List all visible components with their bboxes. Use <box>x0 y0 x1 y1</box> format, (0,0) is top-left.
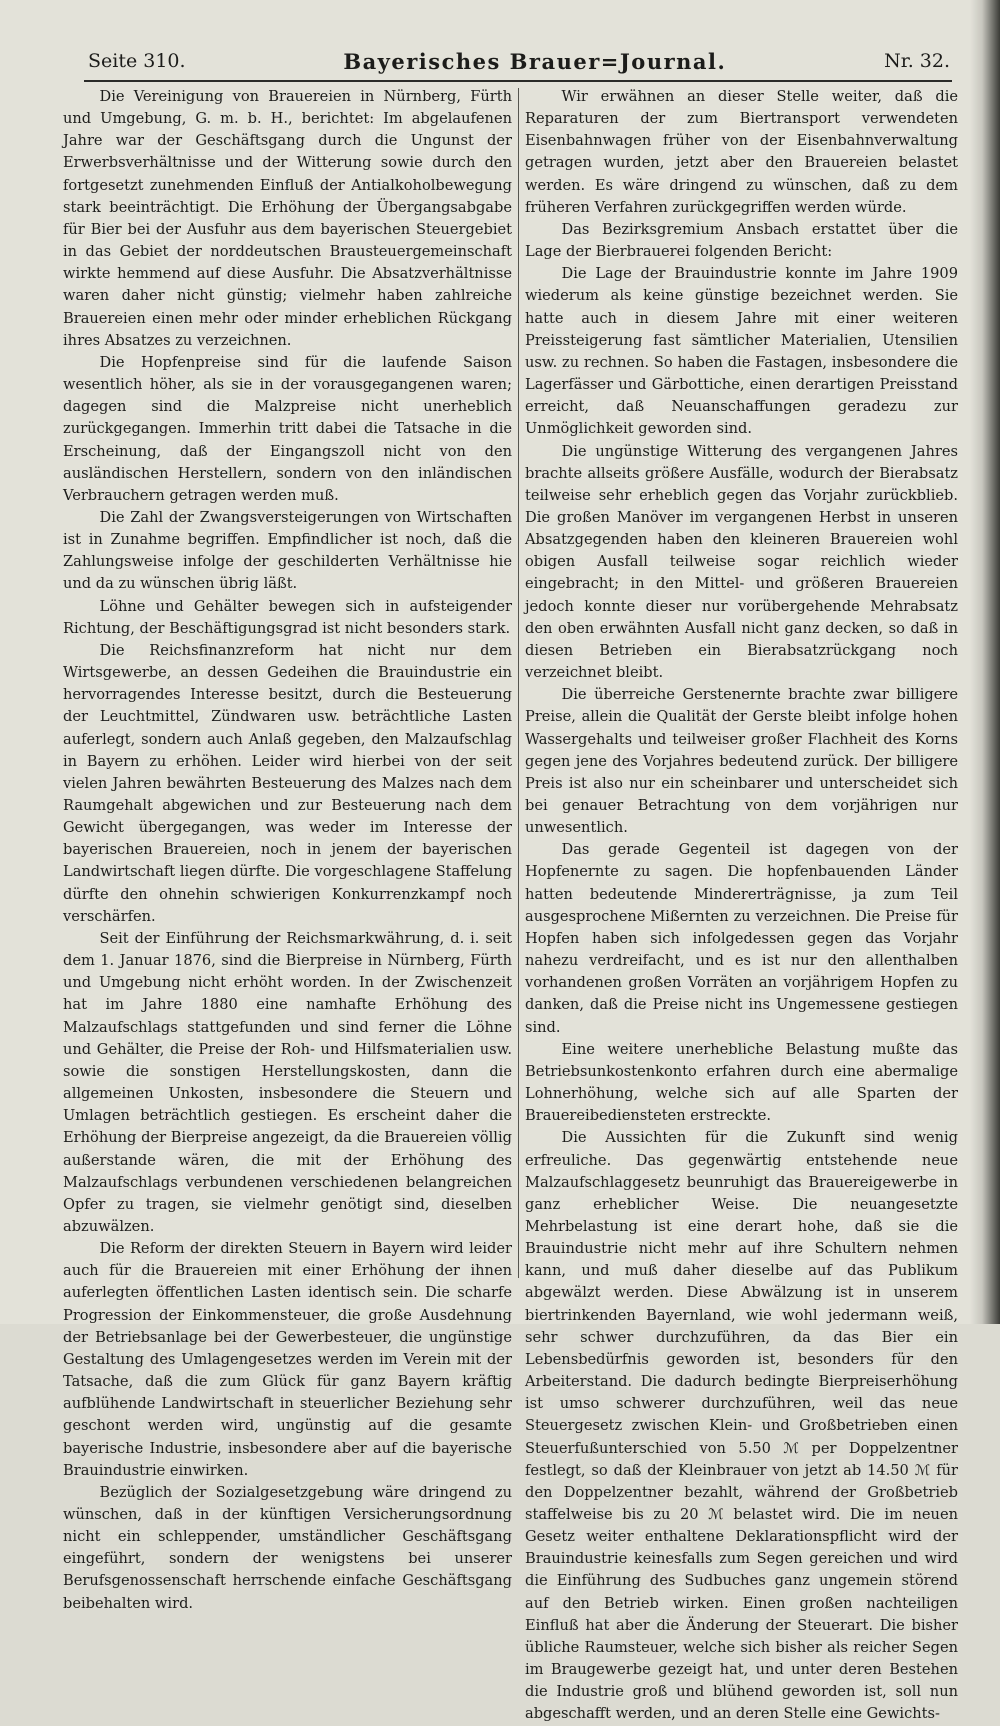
paragraph: Seit der Einführung der Reichsmarkwährung, d. i. seit dem 1. Januar 1876, sind die Bierpreise in Nürnberg, Fürth und Umgebung nicht erhöht worden. In der Zwischenzeit hat im Jahre 1880 eine namhafte Erhöhung des Malzaufschlags stattgefunden und sind ferner die Löhne und Gehälter, die Preise der Roh- und Hilfsmaterialien usw. sowie die sonstigen Herstellungskosten, dann die allgemeinen Unkosten, insbesondere die Steuern und Umlagen beträchtlich gestiegen. Es erscheint daher die Erhöhung der Bierpreise angezeigt, da die Brauereien völlig außerstande wären, die mit der Erhöhung des Malzaufschlags verbundenen verschiedenen belangreichen Opfer zu tragen, sie vielmehr genötigt sind, dieselben abzuwälzen. <box>63 929 512 1235</box>
page-number: Seite 310. <box>88 50 186 72</box>
paragraph: Die Aussichten für die Zukunft sind wenig erfreuliche. Das gegenwärtig entstehende neue Malzaufschlaggesetz beunruhigt das Brauereigewerbe in ganz erheblicher Weise. Die neuangesetzte Mehrbelastung ist eine derart hohe, daß sie die Brauindustrie nicht mehr auf ihre Schultern nehmen kann, und muß daher dieselbe auf das Publikum abgewälzt werden. Diese Abwälzung ist in unserem biertrinkenden Bayernland, wie wohl jedermann weiß, sehr schwer durchzuführen, da das Bier ein Lebensbedürfnis geworden ist, besonders für den Arbeiterstand. Die dadurch bedingte Bierpreiserhöhung ist umso schwerer durchzuführen, weil das neue Steuergesetz zwischen Klein- und Großbetrieben einen Steuerfußunterschied von 5.50 ℳ per Doppelzentner festlegt, so daß der Kleinbrauer von jetzt ab 14.50 ℳ für den Doppelzentner bezahlt, während der Großbetrieb staffelweise bis zu 20 ℳ belastet wird. Die im neuen Gesetz weiter enthaltene Deklarationspflicht wird der Brauindustrie keinesfalls zum Segen gereichen und wird die Einführung des Sudbuches ganz ungemein störend auf den Betrieb wirken. Einen großen nachteiligen Einfluß hat aber die Änderung der Steuerart. Die bisher übliche Raumsteuer, welche sich bisher als reicher Segen im Braugewerbe gezeigt hat, und unter deren Bestehen die Industrie groß und blühend geworden ist, soll nun abgeschafft werden, und an deren Stelle eine Gewichts- <box>525 1129 958 1723</box>
paragraph: Löhne und Gehälter bewegen sich in aufsteigender Richtung, der Beschäftigungsgrad ist nicht besonders stark. <box>63 597 512 637</box>
page-edge-shadow <box>970 0 1000 1324</box>
header-rule <box>84 80 952 82</box>
paragraph: Die Reichsfinanzreform hat nicht nur dem Wirtsgewerbe, an dessen Gedeihen die Brauindustrie ein hervorragendes Interesse besitzt, durch die Besteuerung der Leuchtmittel, Zündwaren usw. beträchtliche Lasten auferlegt, sondern auch Anlaß gegeben, den Malzaufschlag in Bayern zu erhöhen. Leider wird hierbei von der seit vielen Jahren bewährten Besteuerung des Malzes nach dem Raumgehalt abgewichen und zur Besteuerung nach dem Gewicht übergegangen, was weder im Interesse der bayerischen Brauereien, noch in jenem der bayerischen Landwirtschaft liegen dürfte. Die vorgeschlagene Staffelung dürfte den ohnehin schwierigen Konkurrenzkampf noch verschärfen. <box>63 641 512 925</box>
paragraph: Die Reform der direkten Steuern in Bayern wird leider auch für die Brauereien mit einer Erhöhung der ihnen auferlegten öffentlichen Lasten identisch sein. Die scharfe Progression der Einkommensteuer, die große Ausdehnung der Betriebsanlage bei der Gewerbesteuer, die ungünstige Gestaltung des Umlagengesetzes werden im Verein mit der Tatsache, daß die zum Glück für ganz Bayern kräftig aufblühende Landwirtschaft in steuerlicher Beziehung sehr geschont werden wird, ungünstig auf die gesamte bayerische Industrie, insbesondere aber auf die bayerische Brauindustrie einwirken. <box>63 1240 512 1479</box>
journal-title: Bayerisches Brauer=Journal. <box>343 48 727 74</box>
paragraph: Eine weitere unerhebliche Belastung mußte das Betriebsunkostenkonto erfahren durch eine abermalige Lohnerhöhung, welche sich auf alle Sparten der Brauereibediensteten erstreckte. <box>525 1040 958 1125</box>
paragraph: Die Lage der Brauindustrie konnte im Jahre 1909 wiederum als keine günstige bezeichnet werden. Sie hatte auch in diesem Jahre mit einer weiteren Preissteigerung fast sämtlicher Materialien, Utensilien usw. zu rechnen. So haben die Fastagen, insbesondere die Lagerfässer und Gärbottiche, einen derartigen Preisstand erreicht, daß Neuanschaffungen geradezu zur Unmöglichkeit geworden sind. <box>525 265 958 438</box>
right-column <box>525 86 958 1726</box>
paragraph: Bezüglich der Sozialgesetzgebung wäre dringend zu wünschen, daß in der künftigen Versicherungsordnung nicht ein schleppender, umständlicher Geschäftsgang eingeführt, sondern der wenigstens bei unserer Berufsgenossenschaft herrschende einfache Geschäftsgang beibehalten wird. <box>63 1483 512 1612</box>
paragraph: Die Hopfenpreise sind für die laufende Saison wesentlich höher, als sie in der vorausgegangenen waren; dagegen sind die Malzpreise nicht unerheblich zurückgegangen. Immerhin tritt dabei die Tatsache in die Erscheinung, daß der Eingangszoll nicht von den ausländischen Herstellern, sondern von den inländischen Verbrauchern getragen werden muß. <box>63 353 512 504</box>
issue-number: Nr. 32. <box>884 50 950 72</box>
column-divider <box>518 88 519 1278</box>
left-column <box>63 86 512 1615</box>
paragraph: Die ungünstige Witterung des vergangenen Jahres brachte allseits größere Ausfälle, wodurch der Bierabsatz teilweise sehr erheblich gegen das Vorjahr zurückblieb. Die großen Manöver im vergangenen Herbst in unseren Absatzgegenden haben den kleineren Brauereien wohl obigen Ausfall teilweise sogar reichlich wieder eingebracht; in den Mittel- und größeren Brauereien jedoch konnte dieser nur vorübergehende Mehrabsatz den oben erwähnten Ausfall nicht ganz decken, so daß in diesen Betrieben ein Bierabsatzrückgang noch verzeichnet bleibt. <box>525 442 958 682</box>
paragraph: Das gerade Gegenteil ist dagegen von der Hopfenernte zu sagen. Die hopfenbauenden Länder hatten bedeutende Mindererträgnisse, ja zum Teil ausgesprochene Mißernten zu verzeichnen. Die Preise für Hopfen haben sich infolgedessen gegen das Vorjahr nahezu verdreifacht, und es ist nur den allenthalben vorhandenen großen Vorräten an vorjährigem Hopfen zu danken, daß die Preise nicht ins Ungemessene gestiegen sind. <box>525 841 958 1036</box>
paragraph: Wir erwähnen an dieser Stelle weiter, daß die Reparaturen der zum Biertransport verwendeten Eisenbahnwagen früher von der Eisenbahnverwaltung getragen wurden, jetzt aber den Brauereien belastet werden. Es wäre dringend zu wünschen, daß zu dem früheren Verfahren zurückgegriffen werden würde. <box>525 88 958 216</box>
paragraph: Die Vereinigung von Brauereien in Nürnberg, Fürth und Umgebung, G. m. b. H., berichtet: Im abgelaufenen Jahre war der Geschäftsgang durch die Ungunst der Erwerbsverhältnisse und der Witterung sowie durch den fortgesetzt zunehmenden Einfluß der Antialkoholbewegung stark beeinträchtigt. Die Erhöhung der Übergangsabgabe für Bier bei der Ausfuhr aus dem bayerischen Steuergebiet in das Gebiet der norddeutschen Brausteuergemeinschaft wirkte hemmend auf diese Ausfuhr. Die Absatzverhältnisse waren daher nicht günstig; vielmehr haben zahlreiche Brauereien einen mehr oder minder erheblichen Rückgang ihres Absatzes zu verzeichnen. <box>63 88 512 349</box>
paragraph: Die Zahl der Zwangsversteigerungen von Wirtschaften ist in Zunahme begriffen. Empfindlicher ist noch, daß die Zahlungsweise infolge der geschilderten Verhältnisse hie und da zu wünschen übrig läßt. <box>63 508 512 593</box>
paragraph: Die überreiche Gerstenernte brachte zwar billigere Preise, allein die Qualität der Gerste bleibt infolge hohen Wassergehalts und teilweiser großer Flachheit des Korns gegen jene des Vorjahres bedeutend zurück. Der billigere Preis ist also nur ein scheinbarer und unterscheidet sich bei genauer Betrachtung von dem vorjährigen nur unwesentlich. <box>525 686 958 837</box>
paragraph: Das Bezirksgremium Ansbach erstattet über die Lage der Bierbrauerei folgenden Bericht: <box>525 220 958 261</box>
page-header <box>88 44 950 78</box>
